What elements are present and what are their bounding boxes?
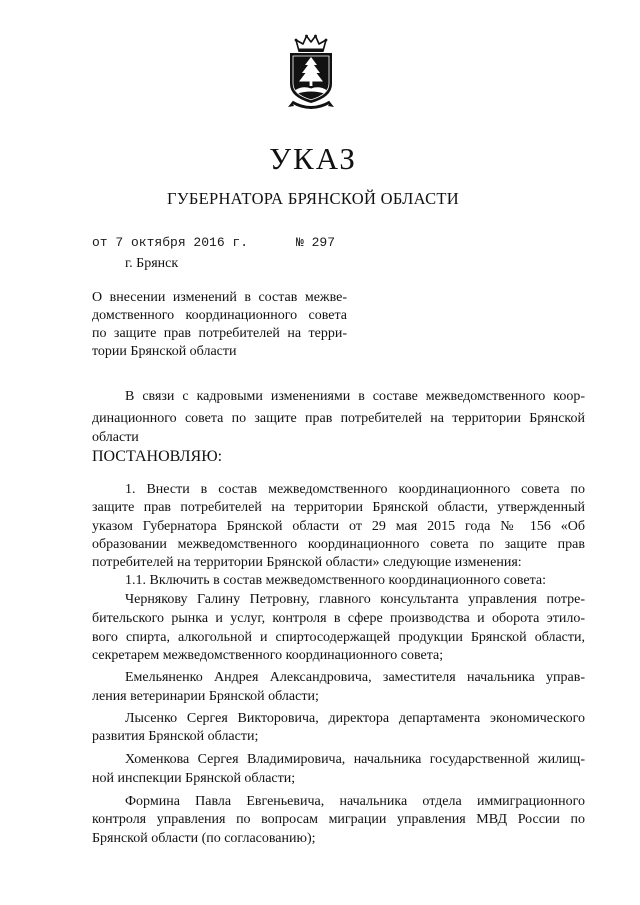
document-title: УКАЗ (269, 141, 357, 176)
document-date: от 7 октября 2016 г. (92, 235, 249, 250)
member-line: Емельяненко Андрея Александровича, заместителя начальника управ- (125, 670, 585, 685)
preamble-line: динационного совета по защите прав потребителей на территории Брянской (92, 411, 585, 426)
coat-of-arms-icon (283, 32, 339, 112)
member-line: Брянской области (по согласованию); (92, 831, 316, 846)
member-line: Чернякову Галину Петровну, главного консультанта управления потре- (125, 592, 585, 607)
preamble-line: В связи с кадровыми изменениями в составе межведомственного коор- (125, 389, 585, 404)
member-line: бительского рынка и услуг, контроля в сфере производства и оборота этило- (92, 611, 585, 626)
subject-line: домственного координационного совета (92, 308, 347, 323)
item-1-line: указом Губернатора Брянской области от 29 мая 2015 года № 156 «Об (92, 519, 585, 534)
item-1-line: образовании межведомственного координационного совета по защите прав (92, 537, 585, 552)
member-line: секретарем межведомственного координационного совета; (92, 648, 444, 663)
subject-line: тории Брянской области (92, 344, 237, 359)
document-number: № 297 (296, 235, 336, 250)
member-line: вого спирта, алкогольной и спиртосодержащей продукции Брянской области, (92, 630, 585, 645)
subject-line: О внесении изменений в состав межве- (92, 290, 347, 305)
member-line: ления ветеринарии Брянской области; (92, 689, 319, 704)
subject-line: по защите прав потребителей на терри- (92, 326, 347, 341)
member-line: Лысенко Сергея Викторовича, директора департамента экономического (125, 711, 585, 726)
item-1-line: 1. Внести в состав межведомственного координационного совета по (125, 482, 585, 497)
member-line: Формина Павла Евгеньевича, начальника отдела иммиграционного (125, 794, 585, 809)
document-city: г. Брянск (125, 256, 179, 271)
member-line: контроля управления по вопросам миграции управления МВД России по (92, 812, 585, 827)
item-1-line: потребителей на территории Брянской области» следующие изменения: (92, 555, 522, 570)
member-line: развития Брянской области; (92, 729, 259, 744)
member-line: Хоменкова Сергея Владимировича, начальника государственной жилищ- (125, 752, 585, 767)
item-1-line: защите прав потребителей на территории Брянской области, утвержденный (92, 500, 585, 515)
document-issuer: ГУБЕРНАТОРА БРЯНСКОЙ ОБЛАСТИ (167, 189, 459, 208)
decree-word: ПОСТАНОВЛЯЮ: (92, 448, 223, 465)
member-line: ной инспекции Брянской области; (92, 771, 296, 786)
preamble-line: области (92, 430, 139, 445)
item-1-1-line: 1.1. Включить в состав межведомственного координационного совета: (125, 573, 546, 588)
